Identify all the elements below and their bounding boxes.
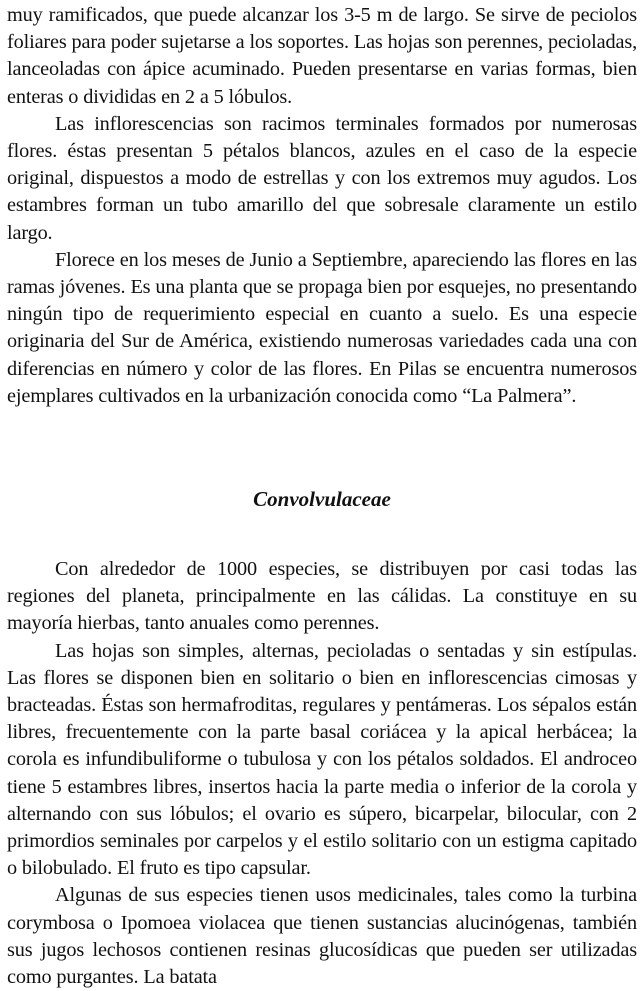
paragraph-stem-leaves: muy ramificados, que puede alcanzar los 3-5 m de largo. Se sirve de peciolos foliares para poder sujetarse a los soportes. Las hojas son perennes, pecioladas, lanceoladas con ápice acuminado. Pueden presentarse en varias formas, bien enteras o divididas en 2 a 5 lóbulos. bbox=[7, 4, 637, 108]
section-heading: Convolvulaceae bbox=[253, 487, 391, 512]
paragraph-uses: Algunas de sus especies tienen usos medicinales, tales como la turbina corymbosa o Ipomoea violacea que tienen sustancias alucinógenas, también sus jugos lechosos contienen resinas glucosídicas que pueden ser utilizadas como purgantes. La batata bbox=[7, 884, 637, 989]
paragraph-inflorescences: Las inflorescencias son racimos terminales formados por numerosas flores. éstas presentan 5 pétalos blancos, azules en el caso de la especie original, dispuestos a modo de estrellas y con los extremos muy agudos. Los estambres forman un tubo amarillo del que sobresale claramente un estilo largo. bbox=[7, 112, 637, 244]
paragraph-distribution: Con alrededor de 1000 especies, se distribuyen por casi todas las regiones del planeta, principalmente en las cálidas. La constituye en su mayoría hierbas, tanto anuales como perennes. bbox=[7, 558, 637, 635]
document-page bbox=[7, 0, 637, 991]
paragraph-flowering: Florece en los meses de Junio a Septiembre, apareciendo las flores en las ramas jóvenes. Es una planta que se propaga bien por esquejes, no presentando ningún tipo de requerimiento especial en cuanto a suelo. Es una especie originaria del Sur de América, existiendo numerosas variedades cada una con diferencias en número y color de las flores. En Pilas se encuentra numerosos ejemplares cultivados en la urbanización conocida como “La Palmera”. bbox=[7, 248, 637, 407]
paragraph-morphology: Las hojas son simples, alternas, pecioladas o sentadas y sin estípulas. Las flores se disponen bien en solitario o bien en inflorescencias cimosas y bracteadas. Éstas son hermafroditas, regulares y pentámeras. Los sépalos están libres, frecuentemente con la parte basal coriácea y la apical herbácea; la corola es infundibuliforme o tubulosa y con los pétalos soldados. El androceo tiene 5 estambres libres, insertos hacia la parte media o inferior de la corola y alternando con sus lóbulos; el ovario es súpero, bicarpelar, bilocular, con 2 primordios seminales por carpelos y el estilo solitario con un estigma capitado o bilobulado. El fruto es tipo capsular. bbox=[7, 639, 637, 880]
